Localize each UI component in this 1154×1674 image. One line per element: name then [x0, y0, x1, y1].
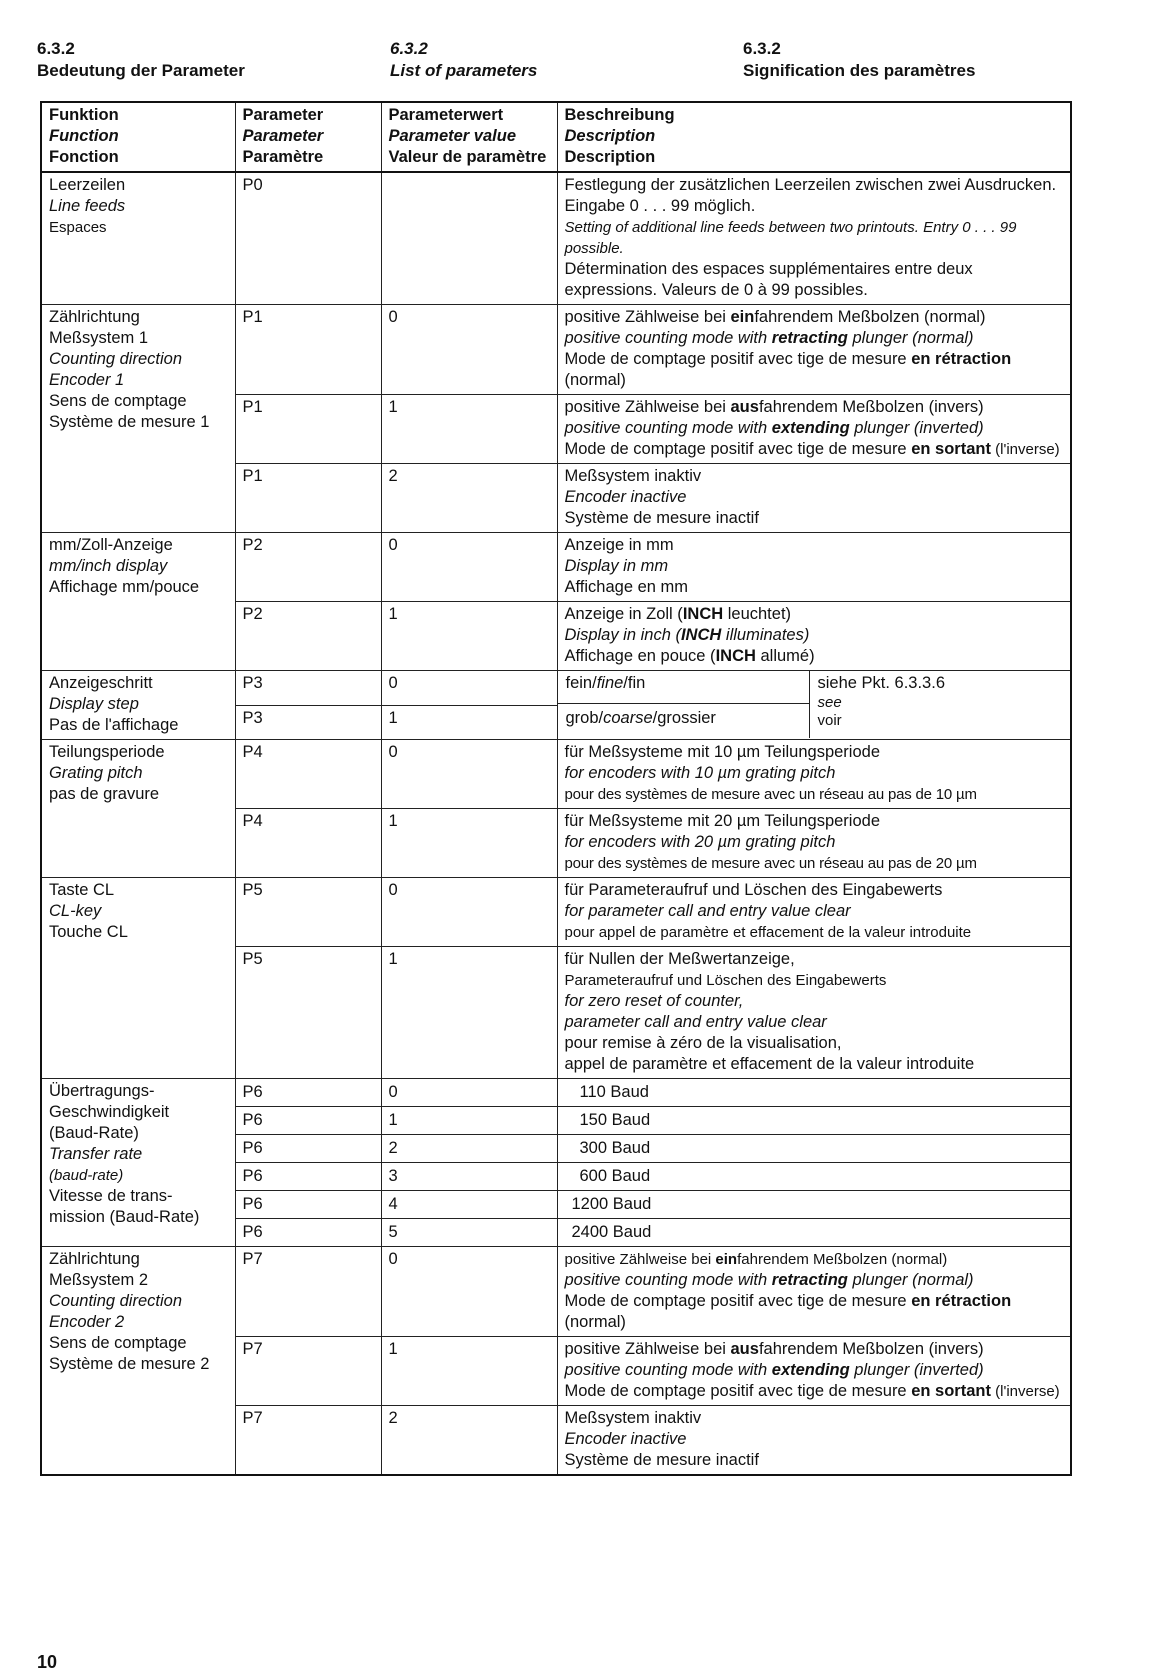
value-cell	[381, 172, 557, 305]
value-cell: 0	[381, 671, 557, 706]
parameter-cell: P7	[235, 1337, 381, 1406]
value-cell: 1	[381, 395, 557, 464]
value-cell: 5	[381, 1219, 557, 1247]
value-cell: 1	[381, 1337, 557, 1406]
description-cell: Festlegung der zusätzlichen Leerzeilen zwischen zwei Ausdrucken. Eingabe 0 . . . 99 möglich. Setting of additional line feeds between two printouts. Entry 0 . . . 99 possible. Détermination des espaces supplémentaires entre deux expressions. Valeurs de 0 à 99 possibles.	[557, 172, 1071, 305]
value-cell: 0	[381, 533, 557, 602]
section-header-de	[37, 38, 245, 82]
description-cell: positive Zählweise bei einfahrendem Meßbolzen (normal) positive counting mode with retracting plunger (normal) Mode de comptage positif avec tige de mesure en rétraction (normal)	[557, 1247, 1071, 1337]
parameter-cell: P1	[235, 395, 381, 464]
description-cell: positive Zählweise bei ausfahrendem Meßbolzen (invers) positive counting mode with extending plunger (inverted) Mode de comptage positif avec tige de mesure en sortant (l'inverse)	[557, 395, 1071, 464]
parameter-cell: P6	[235, 1163, 381, 1191]
function-cell: mm/Zoll-Anzeige mm/inch display Affichage mm/pouce	[41, 533, 235, 671]
value-cell: 0	[381, 740, 557, 809]
section-header-en	[390, 38, 537, 82]
parameter-cell: P5	[235, 947, 381, 1079]
baud-cell: 150 Baud	[557, 1107, 1071, 1135]
value-cell: 2	[381, 1135, 557, 1163]
function-cell: Leerzeilen Line feeds Espaces	[41, 172, 235, 305]
section-title: List of parameters	[390, 61, 538, 80]
description-cell: Anzeige in mm Display in mm Affichage en mm	[557, 533, 1071, 602]
value-cell: 0	[381, 305, 557, 395]
table-row	[41, 172, 1071, 305]
description-cell: Anzeige in Zoll (INCH leuchtet) Display in inch (INCH illuminates) Affichage en pouce (INCH allumé)	[557, 602, 1071, 671]
see-reference: siehe Pkt. 6.3.3.6 see voir	[809, 671, 1070, 738]
parameter-cell: P7	[235, 1406, 381, 1476]
value-cell: 1	[381, 705, 557, 740]
parameter-cell: P6	[235, 1079, 381, 1107]
header-value: Parameterwert Parameter value Valeur de paramètre	[381, 102, 557, 172]
function-cell: Taste CL CL-key Touche CL	[41, 878, 235, 1079]
parameter-cell: P6	[235, 1135, 381, 1163]
parameter-cell: P2	[235, 533, 381, 602]
description-cell: Meßsystem inaktiv Encoder inactive Système de mesure inactif	[557, 464, 1071, 533]
parameter-cell: P1	[235, 305, 381, 395]
description-cell: für Meßsysteme mit 10 µm Teilungsperiode for encoders with 10 µm grating pitch pour des systèmes de mesure avec un réseau au pas de 10 µm	[557, 740, 1071, 809]
parameter-cell: P3	[235, 705, 381, 740]
baud-cell: 1200 Baud	[557, 1191, 1071, 1219]
parameter-table	[40, 101, 1072, 1476]
header-function: Funktion Function Fonction	[41, 102, 235, 172]
parameter-cell: P6	[235, 1191, 381, 1219]
description-cell: für Nullen der Meßwertanzeige, Parameteraufruf und Löschen des Eingabewerts for zero reset of counter, parameter call and entry value clear pour remise à zéro de la visualisation, appel de paramètre et effacement de la valeur introduite	[557, 947, 1071, 1079]
parameter-cell: P6	[235, 1219, 381, 1247]
table-row	[41, 878, 1071, 947]
description-cell: positive Zählweise bei einfahrendem Meßbolzen (normal) positive counting mode with retracting plunger (normal) Mode de comptage positif avec tige de mesure en rétraction (normal)	[557, 305, 1071, 395]
parameter-cell: P7	[235, 1247, 381, 1337]
parameter-cell: P5	[235, 878, 381, 947]
section-title: Signification des paramètres	[743, 61, 976, 80]
table-row	[41, 671, 1071, 706]
parameter-cell: P1	[235, 464, 381, 533]
function-cell: Zählrichtung Meßsystem 1 Counting direction Encoder 1 Sens de comptage Système de mesure 1	[41, 305, 235, 533]
table-header-row	[41, 102, 1071, 172]
section-number: 6.3.2	[37, 39, 75, 58]
table-row	[41, 1079, 1071, 1107]
value-cell: 1	[381, 602, 557, 671]
value-cell: 1	[381, 1107, 557, 1135]
value-cell: 4	[381, 1191, 557, 1219]
value-cell: 1	[381, 947, 557, 1079]
value-cell: 0	[381, 1247, 557, 1337]
value-cell: 1	[381, 809, 557, 878]
section-title: Bedeutung der Parameter	[37, 61, 245, 80]
page-number: 10	[37, 1652, 58, 1672]
header-parameter: Parameter Parameter Paramètre	[235, 102, 381, 172]
table-row	[41, 740, 1071, 809]
section-header-fr	[743, 38, 975, 82]
value-cell: 0	[381, 878, 557, 947]
table-row	[41, 1247, 1071, 1337]
baud-cell: 300 Baud	[557, 1135, 1071, 1163]
parameter-cell: P0	[235, 172, 381, 305]
section-number: 6.3.2	[390, 39, 428, 58]
parameter-cell: P3	[235, 671, 381, 706]
parameter-cell: P4	[235, 809, 381, 878]
value-cell: 2	[381, 1406, 557, 1476]
function-cell: Zählrichtung Meßsystem 2 Counting direction Encoder 2 Sens de comptage Système de mesure 2	[41, 1247, 235, 1476]
display-step-subtable: fein/fine/fin siehe Pkt. 6.3.3.6 see voir grob/coarse/grossier	[558, 671, 1071, 738]
section-number: 6.3.2	[743, 39, 781, 58]
parameter-cell: P6	[235, 1107, 381, 1135]
description-cell: für Meßsysteme mit 20 µm Teilungsperiode for encoders with 20 µm grating pitch pour des systèmes de mesure avec un réseau au pas de 20 µm	[557, 809, 1071, 878]
description-cell: positive Zählweise bei ausfahrendem Meßbolzen (invers) positive counting mode with extending plunger (inverted) Mode de comptage positif avec tige de mesure en sortant (l'inverse)	[557, 1337, 1071, 1406]
table-row	[41, 305, 1071, 395]
baud-cell: 600 Baud	[557, 1163, 1071, 1191]
description-cell: Meßsystem inaktiv Encoder inactive Système de mesure inactif	[557, 1406, 1071, 1476]
value-cell: 0	[381, 1079, 557, 1107]
function-cell: Anzeigeschritt Display step Pas de l'affichage	[41, 671, 235, 740]
function-cell: Teilungsperiode Grating pitch pas de gravure	[41, 740, 235, 878]
baud-cell: 2400 Baud	[557, 1219, 1071, 1247]
description-cell	[557, 671, 1071, 740]
baud-cell: 110 Baud	[557, 1079, 1071, 1107]
value-cell: 3	[381, 1163, 557, 1191]
description-cell: für Parameteraufruf und Löschen des Eingabewerts for parameter call and entry value clear pour appel de paramètre et effacement de la valeur introduite	[557, 878, 1071, 947]
parameter-cell: P4	[235, 740, 381, 809]
table-row	[41, 533, 1071, 602]
parameter-cell: P2	[235, 602, 381, 671]
value-cell: 2	[381, 464, 557, 533]
header-description: Beschreibung Description Description	[557, 102, 1071, 172]
function-cell: Übertragungs- Geschwindigkeit (Baud-Rate) Transfer rate (baud-rate) Vitesse de trans- mission (Baud-Rate)	[41, 1079, 235, 1247]
